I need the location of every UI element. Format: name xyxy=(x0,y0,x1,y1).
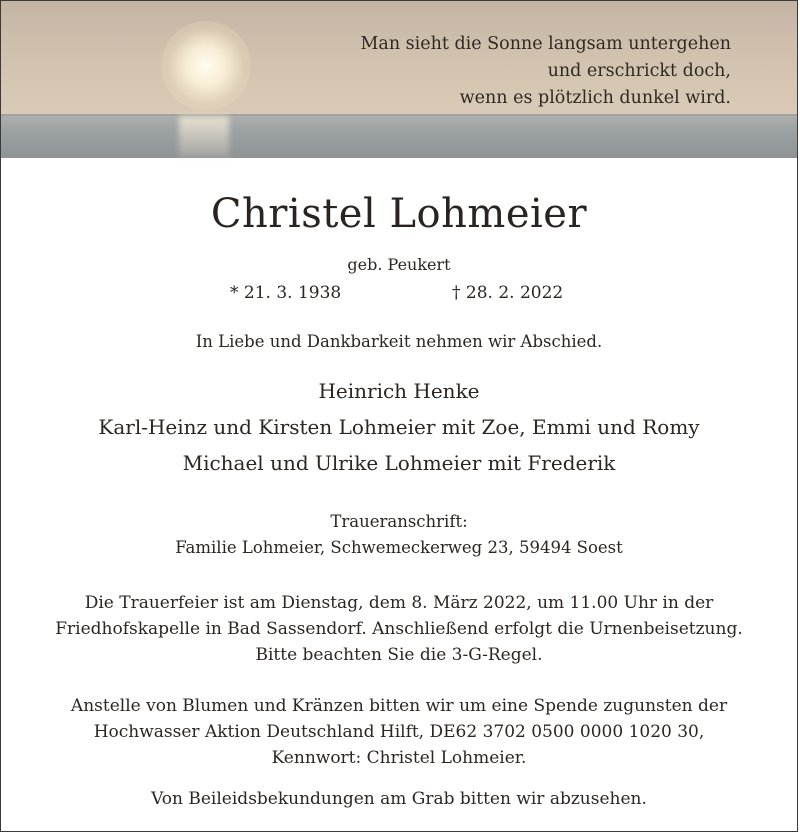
closing-note: Von Beileidsbekundungen am Grab bitten wir abzusehen. xyxy=(151,789,647,809)
donation-line: Anstelle von Blumen und Kränzen bitten wir um eine Spende zugunsten der xyxy=(70,696,728,716)
death-date: † 28. 2. 2022 xyxy=(452,283,564,303)
birth-date: * 21. 3. 1938 xyxy=(230,283,342,303)
deceased-name: Christel Lohmeier xyxy=(210,191,588,237)
born-name: geb. Peukert xyxy=(347,255,451,274)
quote xyxy=(360,31,731,112)
ceremony-line: Friedhofskapelle in Bad Sassendorf. Anschließend erfolgt die Urnenbeisetzung. xyxy=(55,619,743,639)
mourning-address xyxy=(1,509,797,561)
sunset-photo xyxy=(1,1,797,158)
family-list xyxy=(1,373,797,481)
family-member-line: Heinrich Henke xyxy=(318,379,480,403)
family-member-line: Karl-Heinz und Kirsten Lohmeier mit Zoe, Emmi und Romy xyxy=(98,415,700,439)
ceremony-line: Bitte beachten Sie die 3-G-Regel. xyxy=(255,645,543,665)
farewell-text: In Liebe und Dankbarkeit nehmen wir Abschied. xyxy=(195,332,603,351)
family-member-line: Michael und Ulrike Lohmeier mit Frederik xyxy=(182,451,616,475)
donation-line: Hochwasser Aktion Deutschland Hilft, DE62 3702 0500 0000 1020 30, xyxy=(93,722,705,742)
donation-line: Kennwort: Christel Lohmeier. xyxy=(271,748,527,768)
ceremony-info xyxy=(1,590,797,668)
donation-info xyxy=(1,693,797,771)
horizon-line xyxy=(1,114,797,116)
quote-line: wenn es plötzlich dunkel wird. xyxy=(459,88,731,108)
quote-line: und erschrickt doch, xyxy=(547,61,731,81)
sun-reflection-graphic xyxy=(179,116,229,158)
address-label: Traueranschrift: xyxy=(330,512,468,531)
quote-line: Man sieht die Sonne langsam untergehen xyxy=(360,34,731,54)
sun-graphic xyxy=(161,21,251,111)
address-line: Familie Lohmeier, Schwemeckerweg 23, 59494 Soest xyxy=(175,538,623,557)
ceremony-line: Die Trauerfeier ist am Dienstag, dem 8. März 2022, um 11.00 Uhr in der xyxy=(84,593,714,613)
